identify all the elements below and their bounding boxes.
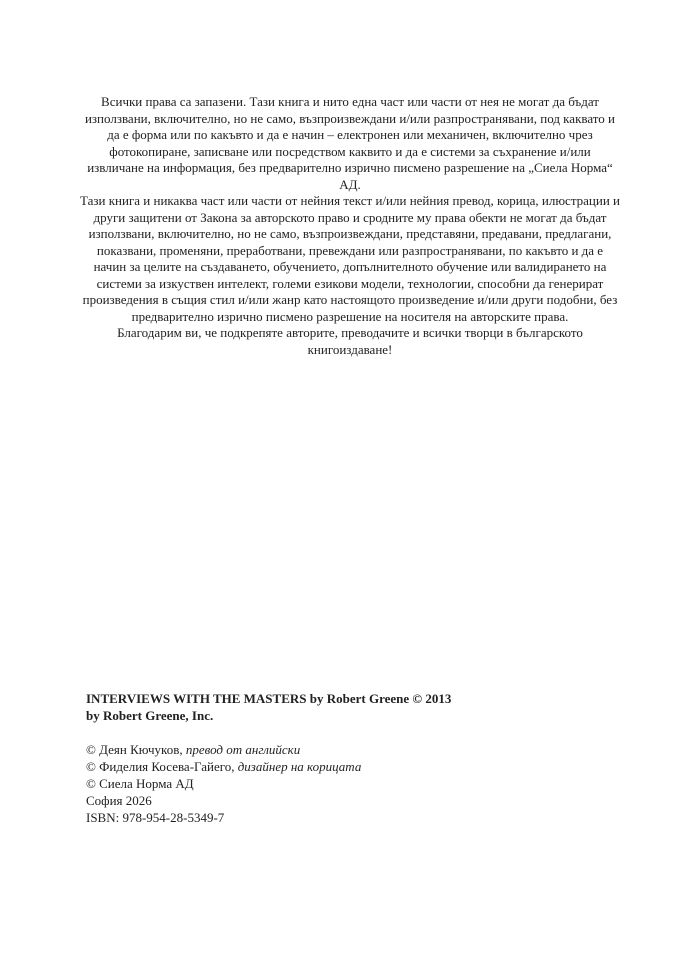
imprint-block [86,690,646,826]
publication-city-year: София 2026 [86,793,152,808]
credits-list [86,741,646,792]
credit-role: дизайнер на корицата [237,759,362,774]
credit-name: © Деян Кючуков, [86,742,186,757]
credit-name: © Фиделия Косева-Гайего, [86,759,238,774]
credit-translator [86,741,646,758]
original-title-line: INTERVIEWS WITH THE MASTERS by Robert Greene © 2013 [86,691,452,706]
rights-notice-paragraph-3: Благодарим ви, че подкрепяте авторите, преводачите и всички творци в българското книгоиздаване! [117,325,583,357]
rights-notice [80,94,620,358]
isbn: ISBN: 978-954-28-5349-7 [86,810,225,825]
credit-name: © Сиела Норма АД [86,776,194,791]
original-copyright-holder: by Robert Greene, Inc. [86,708,214,723]
credit-role: превод от английски [185,742,301,757]
rights-notice-paragraph-1: Всички права са запазени. Тази книга и нито една част или части от нея не могат да бъдат използвани, включително, но не само, възпроизвеждани и/или разпространявани, под каквато и да е форма или по какъвто и да е начин – електронен или механичен, включително чрез фотокопиране, записване или посредством каквито и да е системи за съхранение и/или извличане на информация, без предварително изрично писмено разрешение на „Сиела Норма“ АД. [84,94,616,192]
credit-publisher [86,775,646,792]
rights-notice-paragraph-2: Тази книга и никаква част или части от нейния текст и/или нейния превод, корица, илюстрации и други защитени от Закона за авторското право и сродните му права обекти не могат да бъдат използвани, включително, но не само, възпроизвеждани, представяни, предавани, предлагани, показвани, променяни, преработвани, превеждани или разпространявани, по какъвто и да е начин за целите на създаването, обучението, допълнителното обучение или валидирането на системи за изкуствен интелект, големи езикови модели, технологии, способни да генерират произведения в същия стил и/или жанр като настоящото произведение и/или други подобни, без предварително изрично писмено разрешение на носителя на авторските права. [80,193,621,324]
credit-cover-designer [86,758,646,775]
